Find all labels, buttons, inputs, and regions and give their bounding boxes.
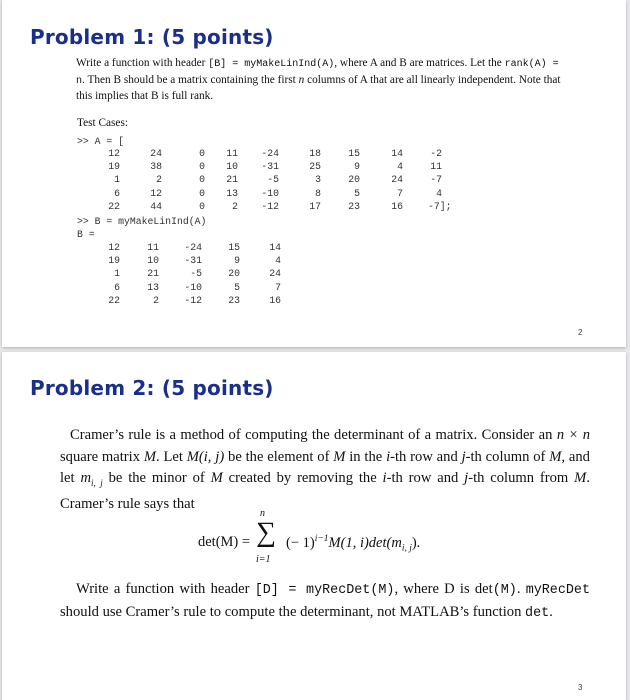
matrix-a-cell: 24 [391,174,403,186]
matrix-b-cell: 11 [147,242,159,253]
matrix-b-cell: -24 [184,242,202,253]
matrix-b-cell: 13 [147,281,159,293]
matrix-a-cell: 1 [114,174,120,186]
matrix-b-cell: 9 [234,255,240,267]
matrix-b-cell: 23 [228,294,240,306]
matrix-b-cell: 14 [269,242,281,253]
matrix-b-cell: 4 [275,255,281,267]
page-number: 2 [578,328,583,337]
matrix-a-cell: 23 [348,200,360,212]
matrix-a-cell: 6 [114,187,120,199]
matrix-a-cell: -2 [430,148,442,159]
page-number: 3 [578,683,583,692]
matrix-a-cell: 11 [430,161,442,173]
matrix-b-cell: 16 [269,294,281,306]
matrix-a-cell: 12 [108,148,120,159]
matrix-b-cell: 1 [114,268,120,280]
matrix-b-cell: 5 [234,281,240,293]
matrix-a-cell: 13 [226,187,238,199]
matrix-a-cell: 21 [226,174,238,186]
matrix-a-cell: 20 [348,174,360,186]
page-1 [2,0,626,347]
matrix-a-cell: 15 [348,148,360,159]
matrix-a-cell: -10 [261,187,279,199]
matrix-a-cell: -24 [261,148,279,159]
matrix-b-cell: 24 [269,268,281,280]
matrix-a-cell: -12 [261,200,279,212]
matrix-a-cell: 18 [309,148,321,159]
matrix-b-cell: 10 [147,255,159,267]
matrix-a-cell: -7 [430,174,442,186]
matrix-a-cell: 12 [150,187,162,199]
matrix-b-cell: -10 [184,281,202,293]
matrix-b-cell: 6 [114,281,120,293]
matrix-a-cell: -5 [267,174,279,186]
matrix-a-cell: 11 [226,148,238,159]
matrix-a-cell: 0 [199,200,205,212]
matrix-b-cell: 15 [228,242,240,253]
page-2 [2,352,626,700]
matrix-a-cell: -7]; [428,200,452,212]
code-call: >> B = myMakeLinInd(A) [77,216,207,227]
matrix-a-cell: 44 [150,200,162,212]
matrix-b-cell: 12 [108,242,120,253]
matrix-a-cell: 9 [354,161,360,173]
matrix-b-cell: 7 [275,281,281,293]
matrix-a-cell: 5 [354,187,360,199]
matrix-a-cell: 0 [199,161,205,173]
matrix-a-cell: 2 [232,200,238,212]
problem-2-paragraph-1: Cramer’s rule is a method of computing the determinant of a matrix. Consider an n × n square matrix M. Let M(i, j) be the element of M in the i-th row and j-th column of M, and let $m_{i, j}$ be the minor of M created by removing the i-th row and j-th column from M. Cramer’s rule says that [60,427,590,513]
matrix-a-cell: 7 [397,187,403,199]
matrix-a-cell: 25 [309,161,321,173]
problem-1-title: Problem 1: (5 points) [30,25,274,49]
matrix-b-cell: 19 [108,255,120,267]
sum-lower-limit: i=1 [256,554,271,565]
matrix-a-cell: 16 [391,200,403,212]
matrix-b-cell: 21 [147,268,159,280]
matrix-a-cell: 22 [108,200,120,212]
matrix-b-cell: 22 [108,294,120,306]
formula-lhs: det(M) = [198,534,251,550]
code-b-eq: B = [77,229,95,240]
problem-1-description: Write a function with header [B] = myMakeLinInd(A), where A and B are matrices. Let the rank(A) = n. Then B should be a matrix containing the first n columns of A that are all linearly independent. Note that this implies that B is full rank. [76,57,561,103]
sigma-symbol: ∑ [256,517,276,548]
matrix-a-cell: 38 [150,161,162,173]
matrix-a-cell: 24 [150,148,162,159]
matrix-b-cell: -12 [184,294,202,306]
matrix-a-cell: 3 [315,174,321,186]
code-a-open: >> A = [ [77,136,125,147]
matrix-b-cell: -31 [184,255,202,267]
problem-2-title: Problem 2: (5 points) [30,376,274,400]
problem-2-paragraph-2: Write a function with header [D] = myRecDet(M), where D is det(M). myRecDet should use Cramer’s rule to compute the determinant, not MATLAB’s function det. [60,581,590,621]
matrix-b-cell: -5 [190,268,202,280]
matrix-a-cell: 10 [226,161,238,173]
matrix-a-cell: -31 [261,161,279,173]
matrix-b-cell: 20 [228,268,240,280]
matrix-a-cell: 17 [309,200,321,212]
test-cases-label: Test Cases: [77,117,128,129]
matrix-a-cell: 2 [156,174,162,186]
matrix-a-cell: 0 [199,174,205,186]
matrix-a-cell: 8 [315,187,321,199]
matrix-a-cell: 0 [199,148,205,159]
formula-body: (− 1)$^{i-1}$M(1, $i)\det(m_{i, j})$. [286,534,421,554]
matrix-a-cell: 4 [397,161,403,173]
sum-upper-limit: n [260,508,265,519]
matrix-a-cell: 0 [199,187,205,199]
matrix-a-cell: 4 [436,187,442,199]
matrix-a-cell: 19 [108,161,120,173]
matrix-a-cell: 14 [391,148,403,159]
matrix-b-cell: 2 [153,294,159,306]
